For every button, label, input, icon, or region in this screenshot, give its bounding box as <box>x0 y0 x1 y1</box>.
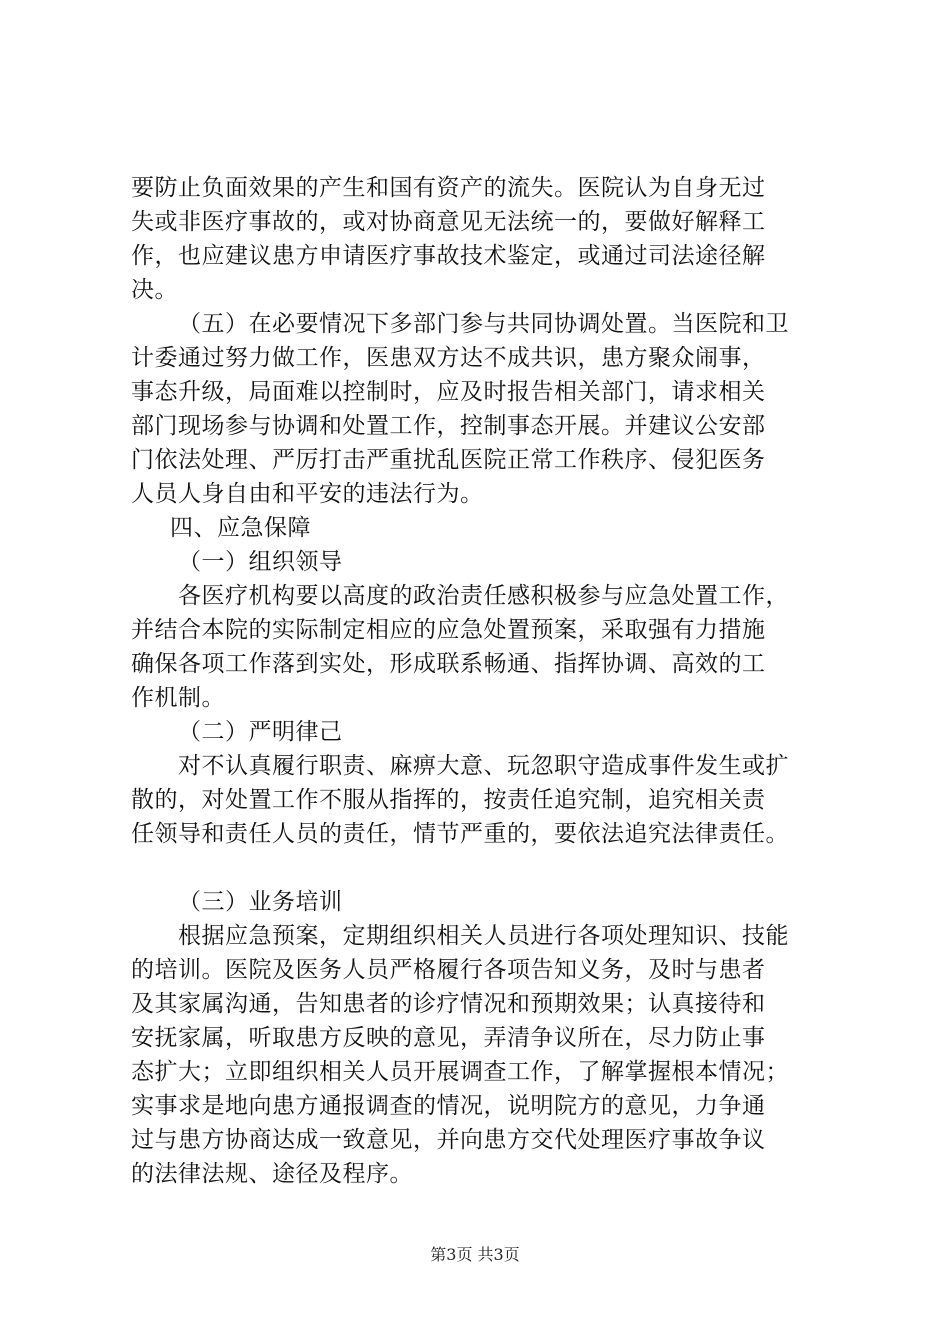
body-line: 实事求是地向患方通报调查的情况，说明院方的意见，力争通 <box>131 1093 766 1119</box>
body-line: 失或非医疗事故的，或对协商意见无法统一的，要做好解释工 <box>131 209 766 235</box>
body-line: 要防止负面效果的产生和国有资产的流失。医院认为自身无过 <box>131 175 766 201</box>
body-line: 确保各项工作落到实处，形成联系畅通、指挥协调、高效的工 <box>131 651 766 677</box>
body-line: 计委通过努力做工作，医患双方达不成共识，患方聚众闹事， <box>131 345 766 371</box>
section-heading-five: （五）在必要情况下多部门参与共同协调处置。当医院和卫 <box>178 311 789 337</box>
subsection-heading-three: （三）业务培训 <box>178 889 343 915</box>
chapter-heading: 四、应急保障 <box>170 515 311 541</box>
body-line: 及其家属沟通，告知患者的诊疗情况和预期效果；认真接待和 <box>131 991 766 1017</box>
body-line: 并结合本院的实际制定相应的应急处置预案，采取强有力措施 <box>131 617 766 643</box>
body-line: 决。 <box>131 277 178 303</box>
body-line: 事态升级，局面难以控制时，应及时报告相关部门，请求相关 <box>131 379 766 405</box>
body-line: 任领导和责任人员的责任，情节严重的，要依法追究法律责任。 <box>131 821 789 847</box>
subsection-heading-one: （一）组织领导 <box>178 549 343 575</box>
body-line: 各医疗机构要以高度的政治责任感积极参与应急处置工作， <box>178 583 789 609</box>
body-line: 的培训。医院及医务人员严格履行各项告知义务，及时与患者 <box>131 957 766 983</box>
body-line: 作机制。 <box>131 685 225 711</box>
body-line: 作，也应建议患方申请医疗事故技术鉴定，或通过司法途径解 <box>131 243 766 269</box>
body-line: 态扩大；立即组织相关人员开展调查工作，了解掌握根本情况； <box>131 1059 789 1085</box>
body-line: 根据应急预案，定期组织相关人员进行各项处理知识、技能 <box>178 923 789 949</box>
body-line: 门依法处理、严厉打击严重扰乱医院正常工作秩序、侵犯医务 <box>131 447 766 473</box>
body-line: 的法律法规、途径及程序。 <box>131 1161 413 1187</box>
body-line: 人员人身自由和平安的违法行为。 <box>131 481 484 507</box>
subsection-heading-two: （二）严明律己 <box>178 719 343 745</box>
body-line: 对不认真履行职责、麻痹大意、玩忽职守造成事件发生或扩 <box>178 753 789 779</box>
body-line: 散的，对处置工作不服从指挥的，按责任追究制，追究相关责 <box>131 787 766 813</box>
page-footer: 第3页 共3页 <box>430 1245 520 1264</box>
body-line: 过与患方协商达成一致意见，并向患方交代处理医疗事故争议 <box>131 1127 766 1153</box>
body-line: 安抚家属，听取患方反映的意见，弄清争议所在，尽力防止事 <box>131 1025 766 1051</box>
body-line: 部门现场参与协调和处置工作，控制事态开展。并建议公安部 <box>131 413 766 439</box>
